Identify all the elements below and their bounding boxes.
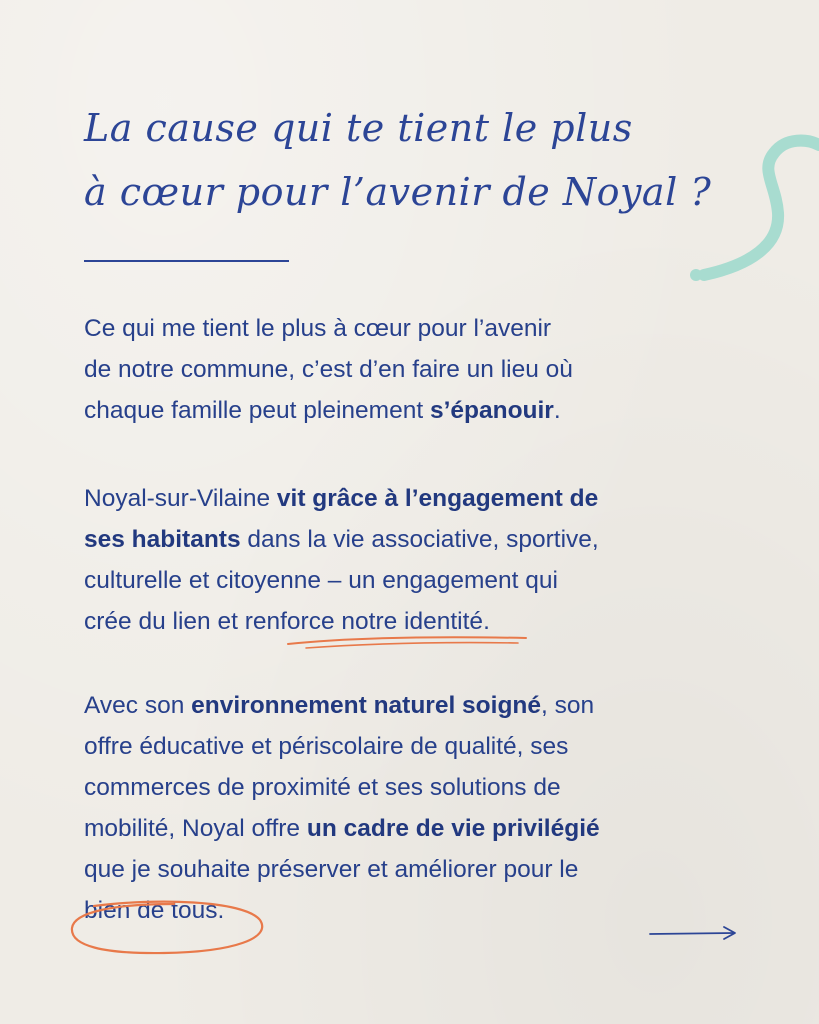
p2-emphasis-a: vit grâce à l’engagement de [276,485,599,512]
p2-text-c: crée du lien et [84,608,245,635]
p2-punct: . [483,608,490,635]
page-title [84,96,724,224]
paragraph-1 [84,308,744,431]
paragraph-2 [84,478,744,642]
title-line-2: à cœur pour l’avenir de Noyal ? [84,170,712,214]
p3-emphasis-a: environnement naturel soigné [191,692,542,719]
paragraph-3 [84,685,744,931]
hand-drawn-underline [286,632,531,652]
p2-text: Noyal-sur-Vilaine [84,485,277,512]
p3-text-c: mobilité, Noyal offre [84,815,307,842]
p3-line-5: que je souhaite préserver et améliorer pour le [84,856,579,883]
p2-text-b: dans la vie associative, sportive, [240,526,599,553]
p1-line-2: de notre commune, c’est d’en faire un lieu où [84,356,573,383]
p1-emphasis: s’épanouir [429,397,554,424]
p2-line-2 [84,519,744,560]
p3-line-2: offre éducative et périscolaire de qualité, ses [84,733,569,760]
p2-line-1 [84,478,744,519]
p3-text-a: Avec son [84,692,192,719]
p3-punct: . [217,897,225,924]
p3-circled-phrase: bien de tous [84,897,218,924]
p3-line-4 [84,808,744,849]
p1-line-3 [84,390,744,431]
p3-line-1 [84,685,744,726]
p3-line-3: commerces de proximité et ses solutions de [84,774,561,801]
p1-punct: . [553,397,561,424]
p2-line-3: culturelle et citoyenne – un engagement qui [84,567,558,594]
p3-emphasis-b: un cadre de vie privilégié [306,815,600,842]
p2-underlined-phrase: renforce notre identité [244,608,484,635]
title-line-1: La cause qui te tient le plus [84,106,633,150]
p1-line-1: Ce qui me tient le plus à cœur pour l’avenir [84,315,552,342]
title-divider [84,260,289,262]
arrow-right-icon[interactable] [648,924,740,942]
p3-text-b: , son [541,692,595,719]
p1-text: chaque famille peut pleinement [84,397,430,424]
p2-emphasis-b: ses habitants [84,526,241,553]
hand-drawn-circle [64,898,272,958]
